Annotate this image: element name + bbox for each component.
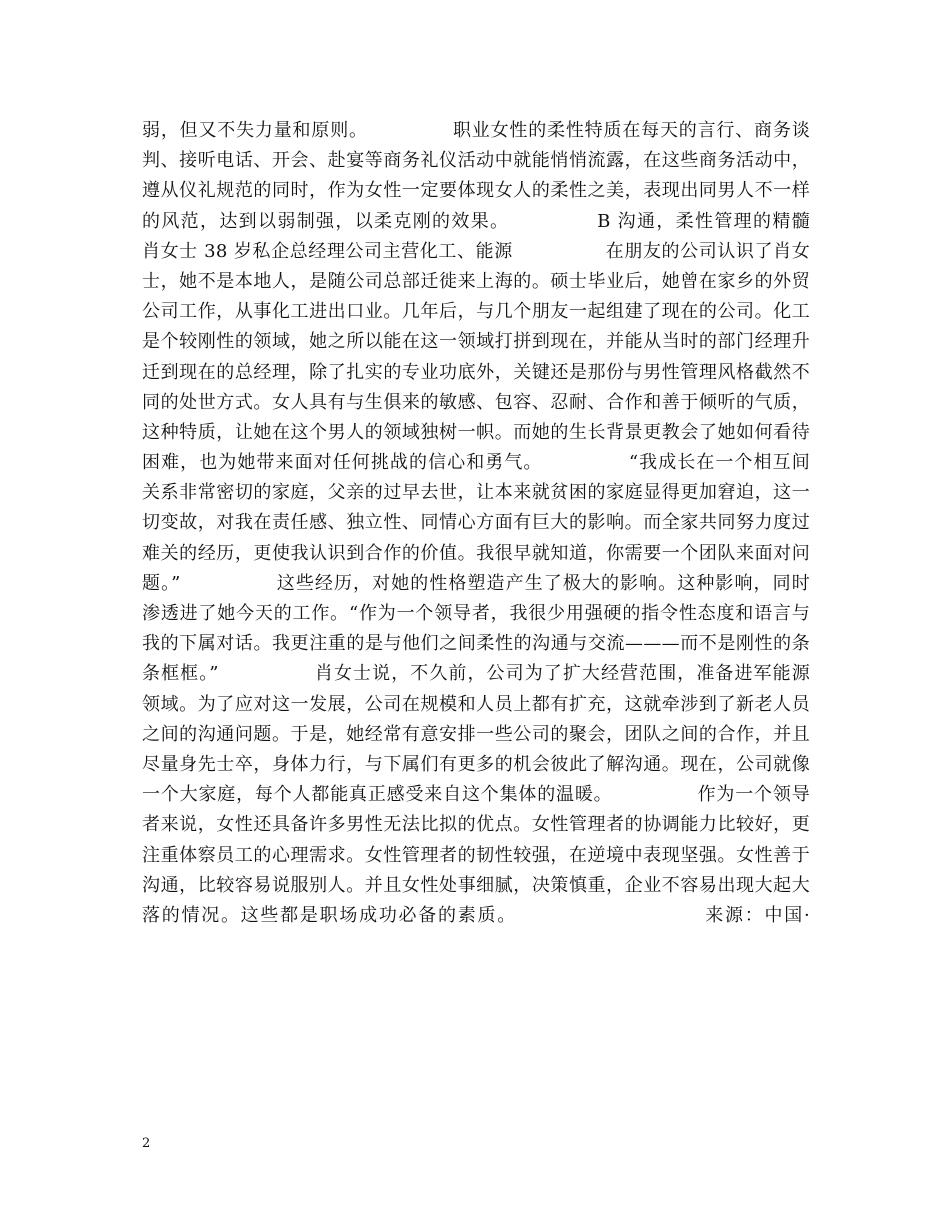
text-line: 的风范，达到以弱制强，以柔克刚的效果。 B 沟通，柔性管理的精髓 (142, 210, 810, 232)
text-line: 是个较刚性的领域，她之所以能在这一领域打拼到现在，并能从当时的部门经理升 (142, 331, 810, 353)
text-line: 一个大家庭，每个人都能真正感受来自这个集体的温暖。 作为一个领导 (142, 784, 810, 806)
text-line: 尽量身先士卒，身体力行，与下属们有更多的机会彼此了解沟通。现在，公司就像 (142, 753, 810, 775)
text-line: 同的处世方式。女人具有与生俱来的敏感、包容、忍耐、合作和善于倾听的气质， (142, 391, 810, 413)
body-text (142, 116, 810, 931)
text-line: 我的下属对话。我更注重的是与他们之间柔性的沟通与交流———而不是刚性的条 (142, 633, 810, 655)
text-line: 公司工作，从事化工进出口业。几年后，与几个朋友一起组建了现在的公司。化工 (142, 301, 810, 323)
text-line: 题。” 这些经历，对她的性格塑造产生了极大的影响。这种影响，同时 (142, 572, 810, 594)
text-line: 迁到现在的总经理，除了扎实的专业功底外，关键还是那份与男性管理风格截然不 (142, 361, 810, 383)
text-line: 落的情况。这些都是职场成功必备的素质。 来源：中国· (142, 904, 810, 926)
text-line: 领域。为了应对这一发展，公司在规模和人员上都有扩充，这就牵涉到了新老人员 (142, 693, 810, 715)
page-number: 2 (142, 1136, 151, 1151)
text-line: 之间的沟通问题。于是，她经常有意安排一些公司的聚会，团队之间的合作，并且 (142, 723, 810, 745)
text-line: 关系非常密切的家庭，父亲的过早去世，让本来就贫困的家庭显得更加窘迫，这一 (142, 482, 810, 504)
text-line: 这种特质，让她在这个男人的领域独树一帜。而她的生长背景更教会了她如何看待 (142, 421, 810, 443)
text-line: 遵从仪礼规范的同时，作为女性一定要体现女人的柔性之美，表现出同男人不一样 (142, 180, 810, 202)
text-line: 沟通，比较容易说服别人。并且女性处事细腻，决策慎重，企业不容易出现大起大 (142, 874, 810, 896)
text-line: 切变故，对我在责任感、独立性、同情心方面有巨大的影响。而全家共同努力度过 (142, 512, 810, 534)
text-line: 者来说，女性还具备许多男性无法比拟的优点。女性管理者的协调能力比较好，更 (142, 814, 810, 836)
text-line: 条框框。” 肖女士说，不久前，公司为了扩大经营范围，准备进军能源 (142, 663, 810, 685)
text-line: 难关的经历，更使我认识到合作的价值。我很早就知道，你需要一个团队来面对问 (142, 542, 810, 564)
text-line: 士，她不是本地人，是随公司总部迁徙来上海的。硕士毕业后，她曾在家乡的外贸 (142, 270, 810, 292)
text-line: 弱，但又不失力量和原则。 职业女性的柔性特质在每天的言行、商务谈 (142, 120, 810, 141)
text-line: 判、接听电话、开会、赴宴等商务礼仪活动中就能悄悄流露，在这些商务活动中， (142, 150, 810, 172)
text-line: 肖女士 38 岁私企总经理公司主营化工、能源 在朋友的公司认识了肖女 (142, 240, 810, 262)
text-line: 困难，也为她带来面对任何挑战的信心和勇气。 “我成长在一个相互间 (142, 452, 810, 474)
text-line: 注重体察员工的心理需求。女性管理者的韧性较强，在逆境中表现坚强。女性善于 (142, 844, 810, 866)
text-line: 渗透进了她今天的工作。“作为一个领导者，我很少用强硬的指令性态度和语言与 (142, 603, 810, 624)
